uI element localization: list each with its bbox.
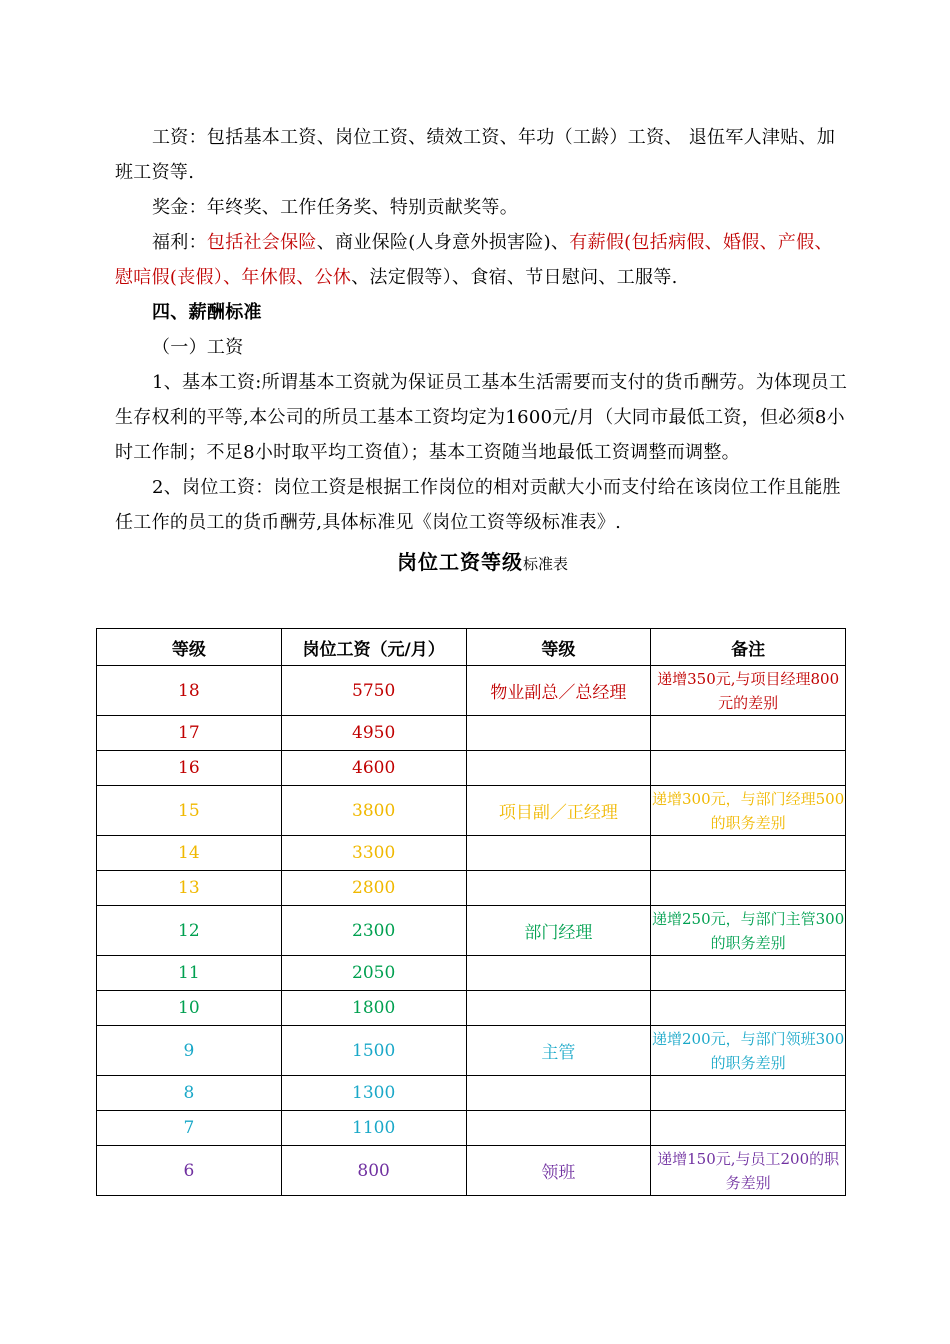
level-cell — [466, 751, 651, 786]
table-row — [97, 836, 846, 871]
grade-cell: 10 — [97, 991, 282, 1026]
note-cell — [651, 1076, 846, 1111]
section-heading-salary-standard: 四、薪酬标准 — [152, 302, 262, 323]
grade-cell: 15 — [97, 786, 282, 836]
grade-cell: 17 — [97, 716, 282, 751]
table-row — [97, 1111, 846, 1146]
table-title-suffix: 标准表 — [522, 555, 568, 573]
paragraph-wages: 工资：包括基本工资、岗位工资、绩效工资、年功（工龄）工资、 退伍军人津贴、加班工资等. — [115, 127, 836, 183]
note-cell — [651, 1111, 846, 1146]
table-row — [97, 666, 846, 716]
note-cell: 递增350元,与项目经理800元的差别 — [651, 666, 846, 716]
paragraph-basic-wage: 1、基本工资:所谓基本工资就为保证员工基本生活需要而支付的货币酬劳。为体现员工生存权利的平等,本公司的所员工基本工资均定为1600元/月（大同市最低工资，但必须8小时工作制；不足8小时取平均工资值）；基本工资随当地最低工资调整而调整。 — [115, 372, 848, 463]
subheading-wages: （一）工资 — [152, 337, 244, 358]
grade-cell: 9 — [97, 1026, 282, 1076]
level-cell: 项目副／正经理 — [466, 786, 651, 836]
benefits-label: 福利： — [152, 232, 207, 253]
level-cell: 主管 — [466, 1026, 651, 1076]
grade-cell: 8 — [97, 1076, 282, 1111]
level-cell — [466, 1076, 651, 1111]
note-cell — [651, 751, 846, 786]
table-row — [97, 956, 846, 991]
grade-cell: 13 — [97, 871, 282, 906]
note-cell — [651, 991, 846, 1026]
wage-cell: 3300 — [281, 836, 466, 871]
wage-cell: 1800 — [281, 991, 466, 1026]
table-row — [97, 991, 846, 1026]
note-cell — [651, 871, 846, 906]
wage-cell: 2300 — [281, 906, 466, 956]
note-cell: 递增200元，与部门领班300的职务差别 — [651, 1026, 846, 1076]
level-cell — [466, 1111, 651, 1146]
paragraph-benefits — [115, 225, 850, 295]
table-row — [97, 716, 846, 751]
table-row — [97, 906, 846, 956]
table-row — [97, 751, 846, 786]
wage-cell: 2050 — [281, 956, 466, 991]
header-note: 备注 — [651, 629, 846, 666]
paragraph-position-wage: 2、岗位工资：岗位工资是根据工作岗位的相对贡献大小而支付给在该岗位工作且能胜任工作的员工的货币酬劳,具体标准见《岗位工资等级标准表》. — [115, 477, 841, 533]
wage-cell: 5750 — [281, 666, 466, 716]
note-cell — [651, 716, 846, 751]
wage-cell: 4600 — [281, 751, 466, 786]
grade-cell: 18 — [97, 666, 282, 716]
benefits-paid-leave: 有薪假(包括病假、婚假、产假、慰唁假(丧假）、年休假、公休 — [115, 232, 833, 288]
note-cell — [651, 836, 846, 871]
note-cell: 递增250元，与部门主管300的职务差别 — [651, 906, 846, 956]
header-grade: 等级 — [97, 629, 282, 666]
grade-cell: 16 — [97, 751, 282, 786]
level-cell — [466, 956, 651, 991]
grade-cell: 12 — [97, 906, 282, 956]
benefits-others: 、法定假等）、食宿、节日慰问、工服等. — [351, 267, 678, 288]
note-cell: 递增150元,与员工200的职务差别 — [651, 1146, 846, 1196]
document-body — [115, 120, 850, 579]
table-row — [97, 786, 846, 836]
wage-cell: 2800 — [281, 871, 466, 906]
grade-cell: 6 — [97, 1146, 282, 1196]
grade-cell: 7 — [97, 1111, 282, 1146]
table-row — [97, 1026, 846, 1076]
table-row — [97, 1076, 846, 1111]
header-wage: 岗位工资（元/月） — [281, 629, 466, 666]
wage-cell: 1100 — [281, 1111, 466, 1146]
position-wage-grade-table — [96, 628, 846, 1196]
grade-cell: 14 — [97, 836, 282, 871]
table-title-main: 岗位工资等级 — [396, 550, 523, 574]
wage-cell: 4950 — [281, 716, 466, 751]
table-row — [97, 1146, 846, 1196]
grade-cell: 11 — [97, 956, 282, 991]
wage-cell: 3800 — [281, 786, 466, 836]
paragraph-bonus: 奖金：年终奖、工作任务奖、特别贡献奖等。 — [152, 197, 518, 218]
wage-cell: 800 — [281, 1146, 466, 1196]
level-cell — [466, 836, 651, 871]
benefits-commercial-insurance: 、商业保险(人身意外损害险)、 — [316, 232, 570, 253]
level-cell: 物业副总／总经理 — [466, 666, 651, 716]
wage-cell: 1300 — [281, 1076, 466, 1111]
level-cell — [466, 716, 651, 751]
level-cell — [466, 871, 651, 906]
table-row — [97, 871, 846, 906]
level-cell — [466, 991, 651, 1026]
wage-cell: 1500 — [281, 1026, 466, 1076]
note-cell — [651, 956, 846, 991]
note-cell: 递增300元，与部门经理500的职务差别 — [651, 786, 846, 836]
level-cell: 部门经理 — [466, 906, 651, 956]
benefits-social-insurance: 包括社会保险 — [206, 232, 317, 253]
header-level: 等级 — [466, 629, 651, 666]
level-cell: 领班 — [466, 1146, 651, 1196]
table-header-row — [97, 629, 846, 666]
table-title — [115, 546, 850, 575]
